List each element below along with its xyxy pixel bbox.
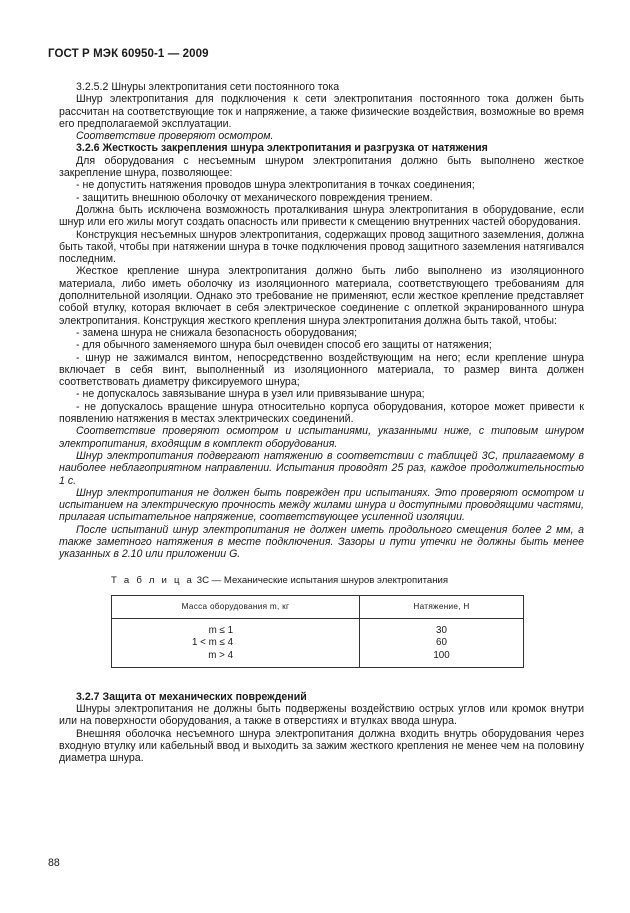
table-caption (111, 575, 584, 587)
section-326-check-1: Соответствие проверяют осмотром и испытаниями, указанными ниже, с типовым шнуром электропитания, входящим в комплект оборудования. (59, 425, 584, 450)
column-header-force: Натяжение, Н (360, 595, 524, 618)
mass-values (192, 625, 233, 663)
list-item: - защитить внешнюю оболочку от механического повреждения трением. (76, 191, 433, 204)
section-326-check-2: Шнур электропитания подвергают натяжению в соответствии с таблицей 3С, прилагаемому в наиболее неблагоприятном направлении. Испытания проводят 25 раз, каждое продолжительностью 1 с. (59, 449, 584, 487)
section-327-paragraph-2: Внешняя оболочка несъемного шнура электропитания должна входить внутрь оборудования через входную втулку или кабельный ввод и выходить за зажим жесткого крепления не менее чем на половину диаметра шнура. (59, 727, 584, 765)
page-header: ГОСТ Р МЭК 60950-1 — 2009 (48, 48, 209, 60)
force-value: 30 (436, 624, 447, 636)
section-326-paragraph-4: Жесткое крепление шнура электропитания должно быть либо выполнено из изоляционного материала, либо иметь оболочку из изоляционного материала, соответствующего требованиям для дополнительной изоляции. Однако это требование не применяют, если жесткое крепление представляет собой втулку, которая включает в себя электрическое соединение с оплеткой экранированного шнура электропитания. Конструкция жесткого крепления шнура электропитания должна быть такой, чтобы: (59, 265, 584, 327)
table-3c (111, 595, 524, 668)
force-value: 100 (433, 650, 450, 662)
section-3252-check: Соответствие проверяют осмотром. (76, 130, 274, 143)
table-caption-text: 3С — Механические испытания шнуров электропитания (194, 574, 449, 586)
section-326-paragraph-2: Должна быть исключена возможность проталкивания шнура электропитания в оборудование, если шнур или его жилы могут создать опасность или привести к смещению внутренних частей оборудования. (59, 203, 584, 229)
section-3252-paragraph: Шнур электропитания для подключения к сети электропитания постоянного тока должен быть рассчитан на соответствующие ток и напряжение, а также физические воздействия, возможные во время его предполагаемой эксплуатации. (59, 93, 584, 130)
mass-cell (112, 618, 360, 667)
section-3252-title: 3.2.5.2 Шнуры электропитания сети постоянного тока (76, 81, 340, 93)
mass-value: m ≤ 1 (208, 624, 234, 636)
mass-value: 1 < m ≤ 4 (192, 637, 234, 649)
table-header-row (112, 595, 524, 618)
force-value: 60 (436, 637, 447, 649)
column-header-mass: Масса оборудования m, кг (112, 595, 360, 618)
section-326-paragraph-3: Конструкция несъемных шнуров электропитания, содержащих провод защитного заземления, должна быть такой, чтобы при натяжении шнура в точке подключения провод защитного заземления натягивался последним. (59, 228, 584, 266)
page-number: 88 (48, 857, 60, 869)
list-item: - не допустить натяжения проводов шнура электропитания в точках соединения; (76, 179, 475, 192)
section-326-intro: Для оборудования с несъемным шнуром электропитания должно быть выполнено жесткое закрепление шнура, позволяющее: (59, 154, 584, 180)
force-cell (360, 618, 524, 667)
table-row (112, 618, 524, 667)
table-caption-prefix: Т а б л и ц а (111, 574, 195, 586)
section-327-paragraph-1: Шнуры электропитания не должны быть подвержены воздействию острых углов или кромок внутри или на поверхности оборудования, а также в отверстиях и втулках ввода шнура. (59, 702, 584, 728)
section-327-title: 3.2.7 Защита от механических повреждений (76, 690, 307, 703)
list-item: - замена шнура не снижала безопасность оборудования; (76, 326, 358, 339)
list-item: - не допускалось вращение шнура относительно корпуса оборудования, которое может привести к появлению натяжения в местах электрических соединений. (59, 400, 584, 426)
list-item: - шнур не зажимался винтом, непосредственно воздействующим на него; если крепление шнура включает в себя винт, выполненный из изоляционного материала, то размер винта должен соответствовать диаметру фиксируемого шнура; (59, 351, 584, 389)
page-content (59, 81, 584, 764)
section-326-check-4: После испытаний шнур электропитания не должен иметь продольного смещения более 2 мм, а также заметного натяжения в месте подключения. Зазоры и пути утечки не должны быть менее указанных в 2.10 или приложении G. (59, 523, 584, 561)
mass-value: m > 4 (208, 650, 234, 662)
list-item: - для обычного заменяемого шнура был очевиден способ его защиты от натяжения; (76, 339, 492, 352)
section-326-check-3: Шнур электропитания не должен быть поврежден при испытаниях. Это проверяют осмотром и испытанием на электрическую прочность между жилами шнура и доступными проводящими частями, прилагая испытательное напряжение, соответствующее усиленной изоляции. (59, 486, 584, 524)
list-item: - не допускалось завязывание шнура в узел или привязывание шнура; (76, 388, 425, 401)
section-326-title: 3.2.6 Жесткость закрепления шнура электропитания и разгрузка от натяжения (76, 142, 488, 155)
